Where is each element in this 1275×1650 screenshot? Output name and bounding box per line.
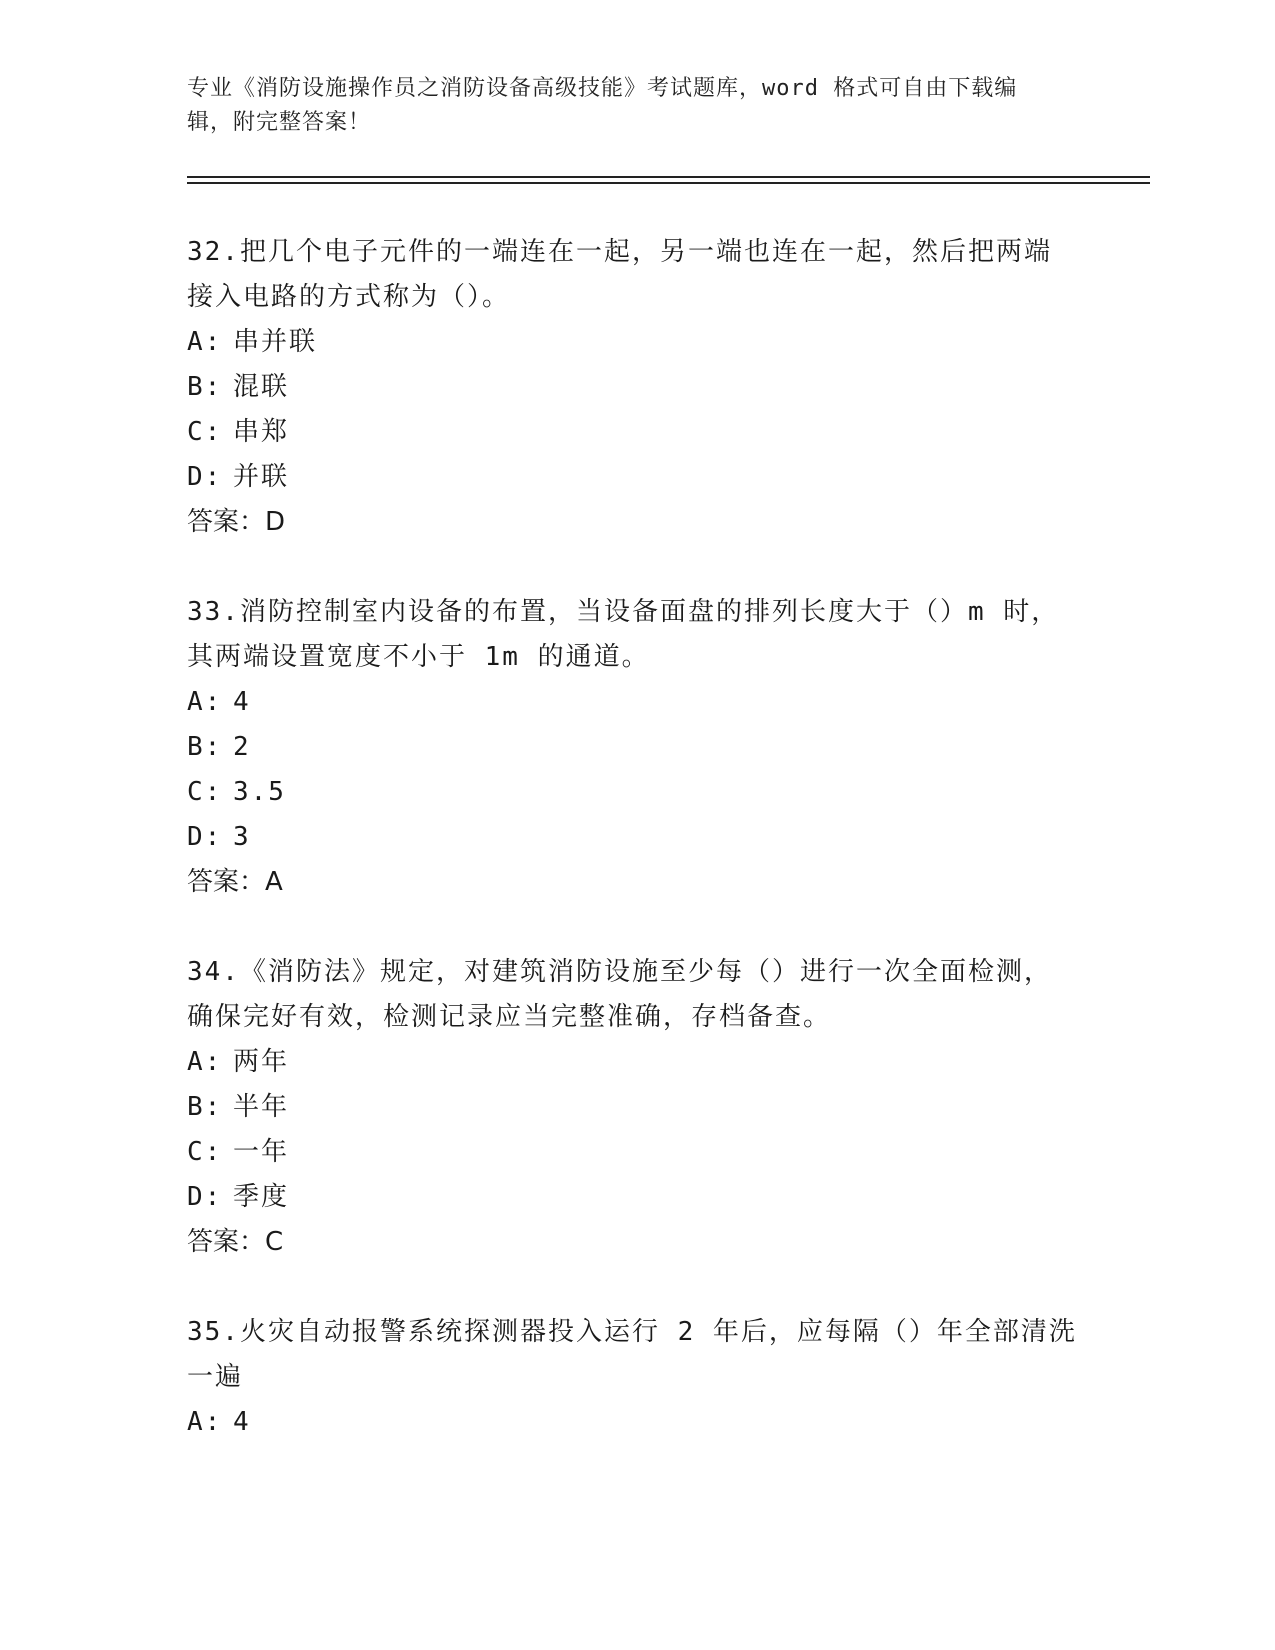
option-letter: C:: [187, 1137, 223, 1167]
option-letter: B:: [187, 372, 223, 402]
answer-line: 答案：A: [187, 867, 283, 897]
question-33: [187, 590, 1087, 905]
option-d: [187, 1175, 1087, 1220]
option-text: 2: [233, 732, 251, 762]
question-stem-line: 其两端设置宽度不小于 1m 的通道。: [187, 642, 650, 672]
option-letter: C:: [187, 417, 223, 447]
question-stem-line: 35.火灾自动报警系统探测器投入运行 2 年后，应每隔（）年全部清洗: [187, 1317, 1077, 1347]
question-stem-line: 一遍: [187, 1362, 244, 1392]
option-a: [187, 1040, 1087, 1085]
header-divider-top: [187, 176, 1150, 178]
question-stem-line: 33.消防控制室内设备的布置，当设备面盘的排列长度大于（）m 时，: [187, 597, 1060, 627]
option-letter: C:: [187, 777, 223, 807]
header-line-2: 辑，附完整答案！: [187, 110, 372, 135]
option-letter: A:: [187, 1407, 223, 1437]
header-divider-bottom: [187, 182, 1150, 184]
question-35: [187, 1310, 1087, 1445]
option-b: [187, 725, 1087, 770]
option-a: [187, 680, 1087, 725]
option-b: [187, 365, 1087, 410]
option-text: 两年: [233, 1047, 290, 1077]
option-letter: D:: [187, 822, 223, 852]
option-c: [187, 770, 1087, 815]
header-line-1: 专业《消防设施操作员之消防设备高级技能》考试题库，word 格式可自由下载编: [187, 76, 1018, 101]
option-text: 3.5: [233, 777, 286, 807]
question-stem-line: 确保完好有效，检测记录应当完整准确，存档备查。: [187, 1002, 832, 1032]
option-letter: A:: [187, 327, 223, 357]
option-text: 季度: [233, 1182, 290, 1212]
option-text: 并联: [233, 462, 290, 492]
question-stem-line: 32.把几个电子元件的一端连在一起，另一端也连在一起，然后把两端: [187, 237, 1052, 267]
option-text: 4: [233, 687, 251, 717]
question-32: [187, 230, 1087, 545]
option-a: [187, 320, 1087, 365]
option-letter: D:: [187, 462, 223, 492]
question-stem-line: 接入电路的方式称为（）。: [187, 282, 511, 312]
option-text: 串并联: [233, 327, 318, 357]
option-text: 半年: [233, 1092, 290, 1122]
option-b: [187, 1085, 1087, 1130]
answer-line: 答案：C: [187, 1227, 284, 1257]
option-text: 3: [233, 822, 251, 852]
option-a: [187, 1400, 1087, 1445]
option-text: 混联: [233, 372, 290, 402]
option-letter: D:: [187, 1182, 223, 1212]
option-text: 串郑: [233, 417, 290, 447]
option-text: 4: [233, 1407, 251, 1437]
answer-line: 答案：D: [187, 507, 286, 537]
option-c: [187, 410, 1087, 455]
option-d: [187, 455, 1087, 500]
option-text: 一年: [233, 1137, 290, 1167]
option-letter: B:: [187, 732, 223, 762]
question-34: [187, 950, 1087, 1265]
question-stem-line: 34.《消防法》规定，对建筑消防设施至少每（）进行一次全面检测，: [187, 957, 1052, 987]
document-header: [187, 72, 1087, 140]
option-c: [187, 1130, 1087, 1175]
option-d: [187, 815, 1087, 860]
option-letter: A:: [187, 1047, 223, 1077]
option-letter: B:: [187, 1092, 223, 1122]
option-letter: A:: [187, 687, 223, 717]
